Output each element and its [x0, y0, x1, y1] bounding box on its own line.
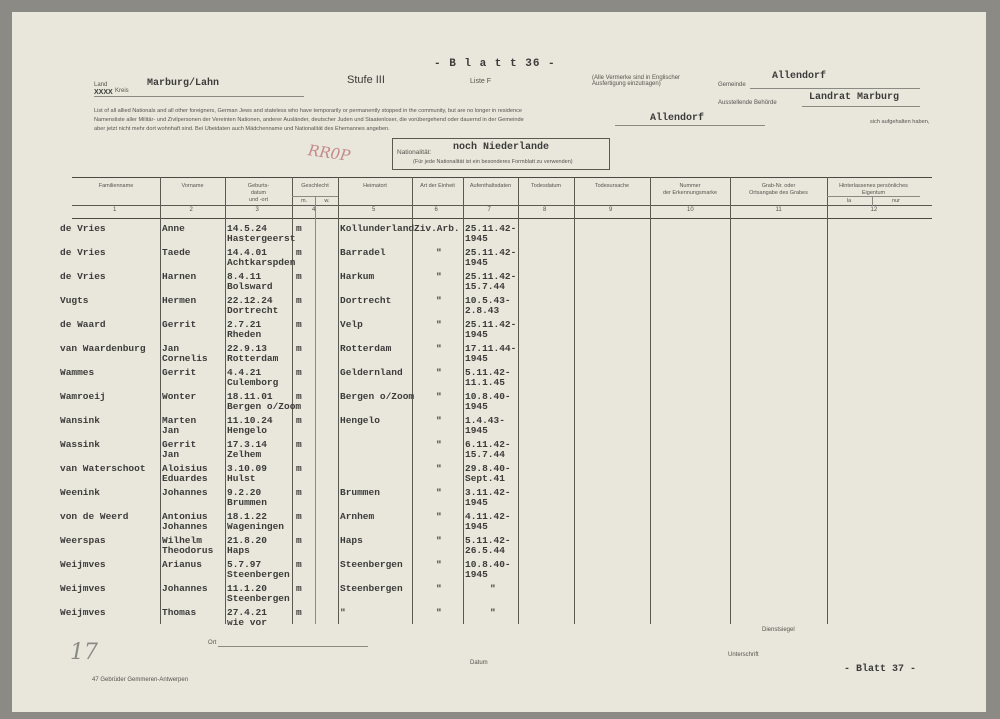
stay-dates: 4.11.42- 1945 [465, 511, 511, 532]
given-name: Johannes [162, 487, 208, 498]
home-town: " [340, 607, 346, 618]
stay-dates: 1.4.43- 1945 [465, 415, 505, 436]
stay-dates: 29.8.40- Sept.41 [465, 463, 511, 484]
list-line-2: Namensliste aller Militär- und Zivilpersonen der Vereinten Nationen, anderer Ausländer, deutscher Juden und Staatenloser, die vorübergehend oder dauernd in der Gemeinde [94, 117, 524, 123]
list-line-1: List of all allied Nationals and all other foreigners, German Jews and stateless who have temporarily or permanently stopped in the community, but are no longer in residence [94, 108, 523, 114]
stay-dates: " [490, 583, 496, 594]
given-name: Hermen [162, 295, 197, 306]
family-name: Wammes [60, 367, 95, 378]
home-town: Arnhem [340, 511, 375, 522]
birth-data: 2.7.21 Rheden [227, 319, 262, 340]
home-town: Geldernland [340, 367, 403, 378]
stay-dates: 10.8.40- 1945 [465, 391, 511, 412]
column-header: Familienname [98, 183, 134, 189]
nationality-label: Nationalität: [397, 149, 432, 156]
given-name: Marten Jan [162, 415, 197, 436]
col12-sub-1: la [846, 198, 852, 204]
nationality-box [392, 138, 610, 170]
unit-type: " [436, 415, 442, 426]
home-town: Harkum [340, 271, 375, 282]
list-line-2-value: Allendorf [650, 113, 705, 124]
footer-datum: Datum [470, 660, 488, 666]
column-number: 5 [372, 207, 376, 213]
home-town: Hengelo [340, 415, 380, 426]
birth-data: 9.2.20 Brummen [227, 487, 267, 508]
footer-unterschrift: Unterschrift [728, 652, 759, 658]
given-name: Wilhelm Theodorus [162, 535, 214, 556]
column-number: 1 [113, 207, 117, 213]
family-name: Wassink [60, 439, 100, 450]
birth-data: 27.4.21 wie vor [227, 607, 267, 628]
family-name: Weijmves [60, 583, 106, 594]
unit-type: " [436, 295, 442, 306]
home-town: Kollunderland [340, 223, 415, 234]
column-number: 4 [312, 207, 316, 213]
sex: m [296, 439, 302, 450]
unit-type: " [436, 463, 442, 474]
birth-data: 11.10.24 Hengelo [227, 415, 273, 436]
column-number: 8 [543, 207, 547, 213]
home-town: Steenbergen [340, 559, 403, 570]
family-name: de Vries [60, 271, 106, 282]
nationality-value: noch Niederlande [453, 142, 550, 153]
handwritten-code: RR0P [306, 141, 352, 165]
column-header: Geschlecht [301, 183, 329, 189]
home-town: Velp [340, 319, 363, 330]
column-header: Hinterlassenes persönliches Eigentum [839, 183, 908, 196]
sex: m [296, 511, 302, 522]
unit-type: " [436, 247, 442, 258]
sex-sub-w: w. [324, 198, 330, 204]
home-town: Dortrecht [340, 295, 392, 306]
given-name: Taede [162, 247, 191, 258]
column-header: Geburts- datum und -ort [247, 183, 270, 203]
stay-dates: 10.8.40- 1945 [465, 559, 511, 580]
home-town: Steenbergen [340, 583, 403, 594]
home-town: Rotterdam [340, 343, 392, 354]
unit-type: " [436, 391, 442, 402]
stay-dates: 6.11.42- 15.7.44 [465, 439, 511, 460]
sex-subheader-line [292, 196, 338, 197]
unit-type: " [436, 559, 442, 570]
sex: m [296, 223, 302, 234]
column-number: 2 [189, 207, 193, 213]
given-name: Johannes [162, 583, 208, 594]
given-name: Harnen [162, 271, 197, 282]
sex-sub-m: m. [300, 198, 308, 204]
stay-dates: 25.11.42- 1945 [465, 247, 517, 268]
family-name: Weijmves [60, 607, 106, 618]
table-top-line [72, 177, 932, 178]
home-town: Barradel [340, 247, 386, 258]
sex: m [296, 391, 302, 402]
column-number: 12 [870, 207, 878, 213]
behoerde-value: Landrat Marburg [809, 92, 900, 103]
unit-type: " [436, 535, 442, 546]
stay-dates: 10.5.43- 2.8.43 [465, 295, 511, 316]
list-line-3: aber jetzt nicht mehr dort wohnhaft sind. Bei Ubeidaten auch Mädchenname und Nationalität des Ehemannes angeben. [94, 126, 390, 132]
list-line-2-end: sich aufgehalten haben, [870, 119, 930, 125]
sex: m [296, 295, 302, 306]
form-page [12, 12, 986, 712]
unit-type: " [436, 367, 442, 378]
footer-dienstsiegel: Dienstsiegel [762, 627, 795, 633]
birth-data: 17.3.14 Zelhem [227, 439, 267, 460]
sex: m [296, 343, 302, 354]
given-name: Antonius Johannes [162, 511, 208, 532]
printer-note: 47 Gebrüder Gemmeren-Antwerpen [92, 677, 189, 683]
stufe-label: Stufe III [347, 74, 385, 86]
sex: m [296, 415, 302, 426]
given-name: Gerrit [162, 319, 197, 330]
family-name: Wamroeij [60, 391, 106, 402]
unit-type: Ziv.Arb. [414, 223, 460, 234]
behoerde-label: Ausstellende Behörde [718, 100, 777, 106]
sex: m [296, 607, 302, 618]
sex: m [296, 463, 302, 474]
birth-data: 18.1.22 Wageningen [227, 511, 285, 532]
home-town: Brummen [340, 487, 380, 498]
family-name: Weijmves [60, 559, 106, 570]
column-header: Grab-Nr. oder Ortsangabe des Grabes [749, 183, 808, 196]
stay-dates: 3.11.42- 1945 [465, 487, 511, 508]
column-number: 9 [609, 207, 613, 213]
column-number: 7 [487, 207, 491, 213]
column-header: Heimatort [363, 183, 387, 189]
column-header: Todesursache [594, 183, 630, 189]
unit-type: " [436, 607, 442, 618]
gemeinde-value: Allendorf [772, 71, 827, 82]
sex: m [296, 247, 302, 258]
unit-type: " [436, 319, 442, 330]
stay-dates: 25.11.42- 1945 [465, 319, 517, 340]
family-name: de Vries [60, 223, 106, 234]
unit-type: " [436, 271, 442, 282]
sex: m [296, 583, 302, 594]
sex: m [296, 559, 302, 570]
unit-type: " [436, 439, 442, 450]
table-body-line [72, 218, 932, 219]
stay-dates: 17.11.44- 1945 [465, 343, 517, 364]
table-header-divider [72, 205, 932, 206]
liste-label: Liste F [470, 78, 492, 85]
birth-data: 11.1.20 Steenbergen [227, 583, 290, 604]
family-name: von de Weerd [60, 511, 129, 522]
column-header: Art der Einheit [420, 183, 455, 189]
stay-dates: " [490, 607, 496, 618]
nationality-note: (Für jede Nationalität ist ein besonderes Formblatt zu verwenden) [413, 159, 573, 165]
family-name: de Vries [60, 247, 106, 258]
birth-data: 3.10.09 Hulst [227, 463, 267, 484]
unit-type: " [436, 583, 442, 594]
column-number: 6 [434, 207, 438, 213]
gemeinde-label: Gemeinde [718, 82, 746, 88]
given-name: Wonter [162, 391, 197, 402]
given-name: Aloisius Eduardes [162, 463, 208, 484]
stay-dates: 5.11.42- 11.1.45 [465, 367, 511, 388]
blatt-title: - B l a t t 36 - [434, 58, 556, 70]
birth-data: 5.7.97 Steenbergen [227, 559, 290, 580]
family-name: Weenink [60, 487, 100, 498]
column-header: Aufenthaltsdaten [469, 183, 512, 189]
unit-type: " [436, 343, 442, 354]
family-name: Wansink [60, 415, 100, 426]
land-prefix: XXXX [94, 89, 113, 96]
given-name: Gerrit Jan [162, 439, 197, 460]
column-header: Nummer der Erkennungsmarke [662, 183, 718, 196]
family-name: de Waard [60, 319, 106, 330]
given-name: Gerrit [162, 367, 197, 378]
family-name: van Waterschoot [60, 463, 146, 474]
birth-data: 4.4.21 Culemborg [227, 367, 279, 388]
family-name: Weerspas [60, 535, 106, 546]
given-name: Thomas [162, 607, 197, 618]
sex: m [296, 487, 302, 498]
column-header: Vorname [181, 183, 204, 189]
note-right: (Alle Vermerke sind in Englischer Ausfertigung einzutragen) [592, 75, 681, 87]
family-name: van Waardenburg [60, 343, 146, 354]
col12-subdivider [872, 196, 873, 206]
birth-data: 21.8.20 Haps [227, 535, 267, 556]
column-header: Todesdatum [531, 183, 561, 189]
next-blatt: - Blatt 37 - [844, 664, 917, 675]
table-row [72, 604, 920, 628]
column-number: 11 [775, 207, 782, 213]
column-number: 10 [687, 207, 694, 213]
birth-data: 14.4.01 Achtkarspden [227, 247, 296, 268]
stay-dates: 25.11.42- 15.7.44 [465, 271, 517, 292]
sex: m [296, 535, 302, 546]
birth-data: 14.5.24 Hastergeerst [227, 223, 296, 244]
unit-type: " [436, 487, 442, 498]
home-town: Bergen o/Zoom [340, 391, 415, 402]
sex: m [296, 319, 302, 330]
kreis-value: Marburg/Lahn [147, 78, 220, 89]
stay-dates: 5.11.42- 26.5.44 [465, 535, 511, 556]
land-label: Land [94, 82, 108, 88]
home-town: Haps [340, 535, 363, 546]
given-name: Jan Cornelis [162, 343, 208, 364]
sex: m [296, 367, 302, 378]
col12-sub-2: nur [892, 198, 900, 204]
given-name: Anne [162, 223, 185, 234]
unit-type: " [436, 511, 442, 522]
family-name: Vugts [60, 295, 89, 306]
given-name: Arianus [162, 559, 202, 570]
birth-data: 8.4.11 Bolsward [227, 271, 273, 292]
footer-ort: Ort [208, 640, 217, 646]
birth-data: 18.11.01 Bergen o/Zoom [227, 391, 302, 412]
birth-data: 22.12.24 Dortrecht [227, 295, 279, 316]
kreis-label: Kreis [115, 88, 129, 94]
column-number: 3 [255, 207, 259, 213]
stay-dates: 25.11.42- 1945 [465, 223, 517, 244]
handwritten-number: 17 [70, 640, 98, 665]
birth-data: 22.9.13 Rotterdam [227, 343, 279, 364]
sex: m [296, 271, 302, 282]
